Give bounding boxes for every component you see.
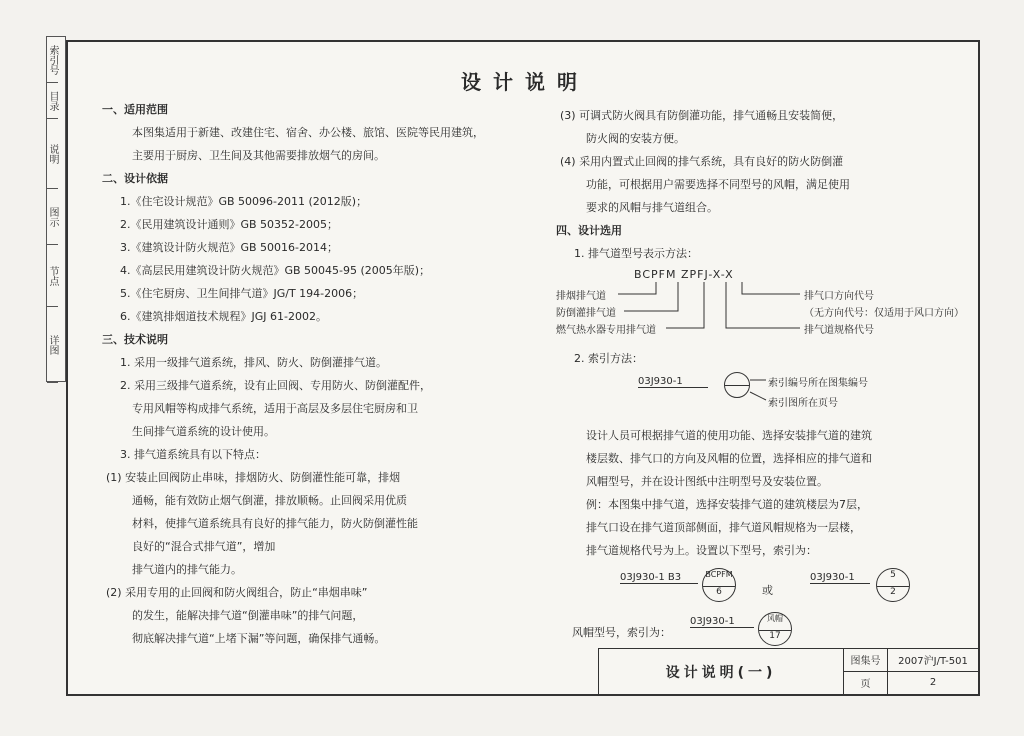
right-col-lower-line: 例：本图集中排气道，选择安装排气道的建筑楼层为7层， <box>586 498 868 511</box>
title-block <box>598 648 978 694</box>
left-col-line: 专用风帽等构成排气系统，适用于高层及多层住宅厨房和卫 <box>132 402 418 415</box>
method-note-1: 索引编号所在图集编号 <box>768 378 868 389</box>
left-col-line: 2.《民用建筑设计通则》GB 50352-2005； <box>120 218 339 231</box>
example-and: 或 <box>762 584 773 597</box>
model-label-right: 排气口方向代号 <box>804 291 874 302</box>
right-col-lower-line: 设计人员可根据排气道的使用功能、选择安装排气道的建筑 <box>586 429 872 442</box>
right-col-lower-line: 排气道规格代号为上。设置以下型号，索引为： <box>586 544 817 557</box>
sidebar-cell[interactable]: 索引号 <box>47 37 58 83</box>
model-code-diagram <box>556 268 966 348</box>
sidebar-cell[interactable]: 目录 <box>47 83 58 119</box>
left-col-line: (2) 采用专用的止回阀和防火阀组合，防止“串烟串味” <box>106 586 368 599</box>
left-col-line: 良好的“混合式排气道”，增加 <box>132 540 276 553</box>
left-col-line: 主要用于厨房、卫生间及其他需要排放烟气的房间。 <box>132 149 385 162</box>
sidebar-cell[interactable]: 节点 <box>47 245 58 307</box>
right-column-lower <box>556 424 966 562</box>
model-label-left: 排烟排气道 <box>556 291 606 302</box>
method-diagram <box>630 370 930 414</box>
right-col-line: (3) 可调式防火阀具有防倒灌功能，排气通畅且安装简便， <box>560 109 844 122</box>
left-col-line: 本图集适用于新建、改建住宅、宿舍、办公楼、旅馆、医院等民用建筑， <box>132 126 484 139</box>
right-column <box>556 104 966 265</box>
example-circle-2: 5 2 <box>876 568 910 602</box>
model-code: BCPFM ZPFJ-X-X <box>634 268 734 281</box>
right-col-line: 1. 排气道型号表示方法： <box>574 247 698 260</box>
left-col-line: 的发生，能解决排气道“倒灌串味”的排气问题， <box>132 609 364 622</box>
left-col-line: 彻底解决排气道“上堵下漏”等问题，确保排气通畅。 <box>132 632 386 645</box>
left-column <box>102 98 542 650</box>
left-col-line: 1. 采用一级排气道系统，排风、防火、防倒灌排气道。 <box>120 356 387 369</box>
method-code: 03J930-1 <box>638 376 708 388</box>
model-label-left: 燃气热水器专用排气道 <box>556 325 656 336</box>
right-col-line: (4) 采用内置式止回阀的排气系统，具有良好的防火防倒灌 <box>560 155 844 168</box>
left-col-line: 材料，使排气道系统具有良好的排气能力，防火防倒灌性能 <box>132 517 418 530</box>
model-label-right: （无方向代号：仅适用于风口方向） <box>804 308 964 319</box>
method-label: 2. 索引方法： <box>574 352 643 365</box>
left-col-line: 5.《住宅厨房、卫生间排气道》JG/T 194-2006； <box>120 287 364 300</box>
atlas-number: 2007沪J/T-501 <box>888 649 978 672</box>
sidebar-cell[interactable]: 详图 <box>47 307 58 383</box>
left-col-line: 排气道内的排气能力。 <box>132 563 242 576</box>
method-note-2: 索引图所在页号 <box>768 398 838 409</box>
atlas-label: 图集号 <box>844 649 888 672</box>
fan-code: 03J930-1 <box>690 616 754 628</box>
title-block-name: 设计说明(一) <box>599 649 844 694</box>
fan-label: 风帽型号，索引为： <box>572 626 671 639</box>
left-col-line: (1) 安装止回阀防止串味，排烟防火、防倒灌性能可靠，排烟 <box>106 471 401 484</box>
left-col-line: 三、技术说明 <box>102 333 168 346</box>
left-col-line: 1.《住宅设计规范》GB 50096-2011 (2012版)； <box>120 195 368 208</box>
index-sidebar <box>46 36 66 382</box>
example-code-1: 03J930-1 B3 <box>620 572 698 584</box>
left-col-line: 6.《建筑排烟道技术规程》JGJ 61-2002。 <box>120 310 327 323</box>
example-row <box>620 568 950 612</box>
right-col-line: 要求的风帽与排气道组合。 <box>586 201 718 214</box>
left-col-line: 3.《建筑设计防火规范》GB 50016-2014； <box>120 241 339 254</box>
sidebar-cell[interactable]: 图示 <box>47 189 58 245</box>
right-col-lower-line: 楼层数、排气口的方向及风帽的位置，选择相应的排气道和 <box>586 452 872 465</box>
left-col-line: 3. 排气道系统具有以下特点： <box>120 448 266 461</box>
right-col-lower-line: 排气口设在排气道顶部侧面，排气道风帽规格为一层楼， <box>586 521 861 534</box>
left-col-line: 二、设计依据 <box>102 172 168 185</box>
model-label-right: 排气道规格代号 <box>804 325 874 336</box>
page-title: 设计说明 <box>461 70 589 94</box>
sidebar-cell[interactable]: 说明 <box>47 119 58 189</box>
left-col-line: 通畅，能有效防止烟气倒灌，排放顺畅。止回阀采用优质 <box>132 494 407 507</box>
right-col-lower-line: 风帽型号，并在设计图纸中注明型号及安装位置。 <box>586 475 828 488</box>
model-label-left: 防倒灌排气道 <box>556 308 616 319</box>
right-col-line: 四、设计选用 <box>556 224 622 237</box>
method-connectors <box>630 370 930 414</box>
page-label: 页 <box>844 672 888 695</box>
model-code-connectors <box>556 268 966 348</box>
left-col-line: 2. 采用三级排气道系统，设有止回阀、专用防火、防倒灌配件， <box>120 379 431 392</box>
left-col-line: 一、适用范围 <box>102 103 168 116</box>
right-col-line: 防火阀的安装方便。 <box>586 132 685 145</box>
left-col-line: 生间排气道系统的设计使用。 <box>132 425 275 438</box>
page-number: 2 <box>929 677 937 689</box>
fan-circle: 风帽 17 <box>758 612 792 646</box>
example-code-2: 03J930-1 <box>810 572 870 584</box>
left-col-line: 4.《高层民用建筑设计防火规范》GB 50045-95 (2005年版)； <box>120 264 431 277</box>
example-circle-1: BCPFM 6 <box>702 568 736 602</box>
right-col-line: 功能，可根据用户需要选择不同型号的风帽，满足使用 <box>586 178 850 191</box>
